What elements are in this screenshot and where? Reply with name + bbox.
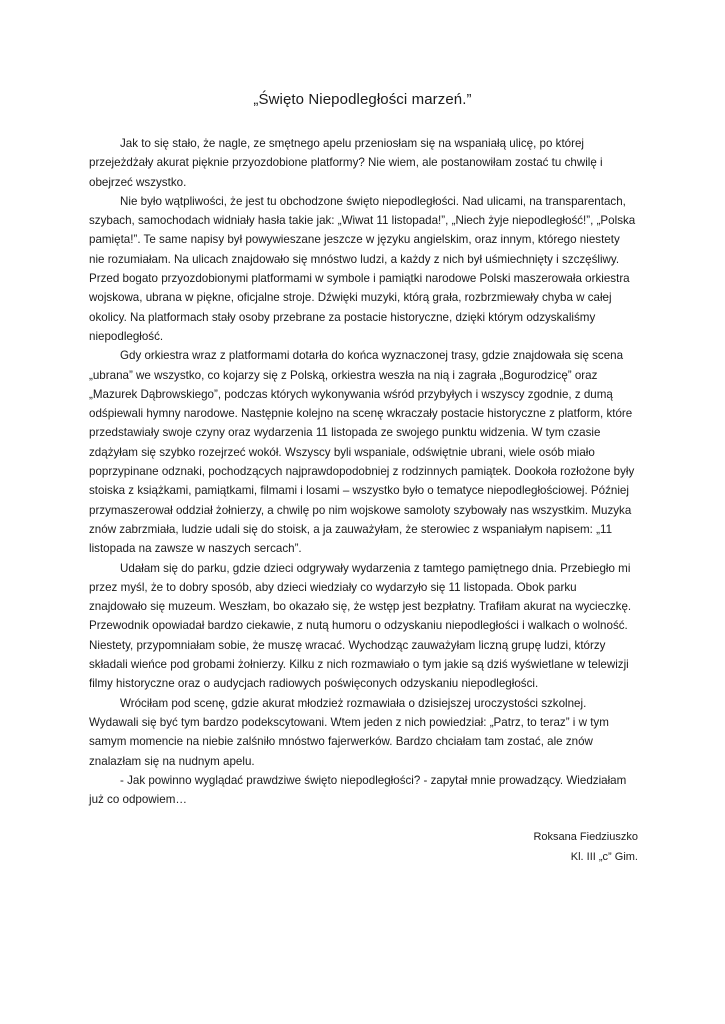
class-info: Kl. III „c” Gim.	[570, 850, 638, 863]
paragraph: - Jak powinno wyglądać prawdziwe święto niepodległości? - zapytał mnie prowadzący. Wiedziałam już co odpowiem…	[89, 773, 627, 807]
signature-block	[533, 828, 638, 867]
paragraph: Gdy orkiestra wraz z platformami dotarła do końca wyznaczonej trasy, gdzie znajdowała się scena „ubrana” we wszystko, co kojarzy się z Polską, orkiestra weszła na nią i zagrała „Bogurodzicę” oraz „Mazurek Dąbrowskiego”, podczas których wykonywania wśród przybyłych i wszyscy zgodnie, z dumą odśpiewali hymny narodowe. Następnie kolejno na scenę wkraczały postacie historyczne z platform, które przedstawiały swoje czyny oraz wydarzenia 11 listopada ze swojego punktu widzenia. W tym czasie zdążyłam się szybko rozejrzeć wokół. Wszyscy byli wspaniale, odświętnie ubrani, wiele osób miało poprzypinane odznaki, pochodzących najprawdopodobniej z rodzinnych pamiątek. Dookoła rozłożone były stoiska z książkami, pamiątkami, filmami i losami – wszystko było o tematyce niepodległościowej. Później przymaszerował oddział żołnierzy, a chwilę po nim wojskowe samoloty szybowały nas wszystkim. Muzyka znów zabrzmiała, ludzie udali się do stoisk, a ja zauważyłam, że sterowiec z wspaniałym napisem: „11 listopada na zawsze w naszych sercach”.	[89, 349, 635, 556]
paragraph: Jak to się stało, że nagle, ze smętnego apelu przeniosłam się na wspaniałą ulicę, po której przejeżdżały akurat pięknie przyozdobione platformy? Nie wiem, ale postanowiłam zostać tu chwilę i obejrzeć wszystko.	[89, 137, 603, 189]
paragraph: Wróciłam pod scenę, gdzie akurat młodzież rozmawiała o dzisiejszej uroczystości szkolnej. Wydawali się być tym bardzo podekscytowani. Wtem jeden z nich powiedział: „Patrz, to teraz” i w tym samym momencie na niebie zalśniło mnóstwo fajerwerków. Bardzo chciałam tam zostać, ale znów znalazłam się na nudnym apelu.	[89, 696, 609, 768]
paragraph: Udałam się do parku, gdzie dzieci odgrywały wydarzenia z tamtego pamiętnego dnia. Przebiegło mi przez myśl, że to dobry sposób, aby dzieci wiedziały co wydarzyło się 11 listopada. Obok parku znajdowało się muzeum. Weszłam, bo okazało się, że wstęp jest bezpłatny. Trafiłam akurat na wycieczkę. Przewodnik opowiadał bardzo ciekawie, z nutą humoru o odzyskaniu niepodległości i walkach o wolność. Niestety, przypomniałam sobie, że muszę wracać. Wychodząc zauważyłam liczną grupę ludzi, którzy składali wieńce pod grobami żołnierzy. Kilku z nich rozmawiało o tym jakie są dziś wyświetlane w telewizji filmy historyczne oraz o audycjach radiowych poświęconych odzyskaniu niepodległości.	[89, 561, 632, 691]
essay-body	[89, 134, 637, 809]
author-name: Roksana Fiedziuszko	[533, 831, 638, 843]
paragraph: Nie było wątpliwości, że jest tu obchodzone święto niepodległości. Nad ulicami, na transparentach, szybach, samochodach widniały hasła takie jak: „Wiwat 11 listopada!”, „Niech żyje niepodległość!”, „Polska pamięta!”. Te same napisy był powywieszane jeszcze w języku angielskim, oraz innym, którego niestety nie rozumiałam. Na ulicach znajdowało się mnóstwo ludzi, a każdy z nich był uśmiechnięty i szczęśliwy. Przed bogato przyozdobionymi platformami w symbole i pamiątki narodowe Polski maszerowała orkiestra wojskowa, ubrana w piękne, oficjalne stroje. Dźwięki muzyki, którą grała, rozbrzmiewały chyba w całej okolicy. Na platformach stały osoby przebrane za postacie historyczne, dzięki którym odzyskaliśmy niepodległość.	[89, 194, 636, 343]
page-title: „Święto Niepodległości marzeń.”	[253, 91, 472, 108]
